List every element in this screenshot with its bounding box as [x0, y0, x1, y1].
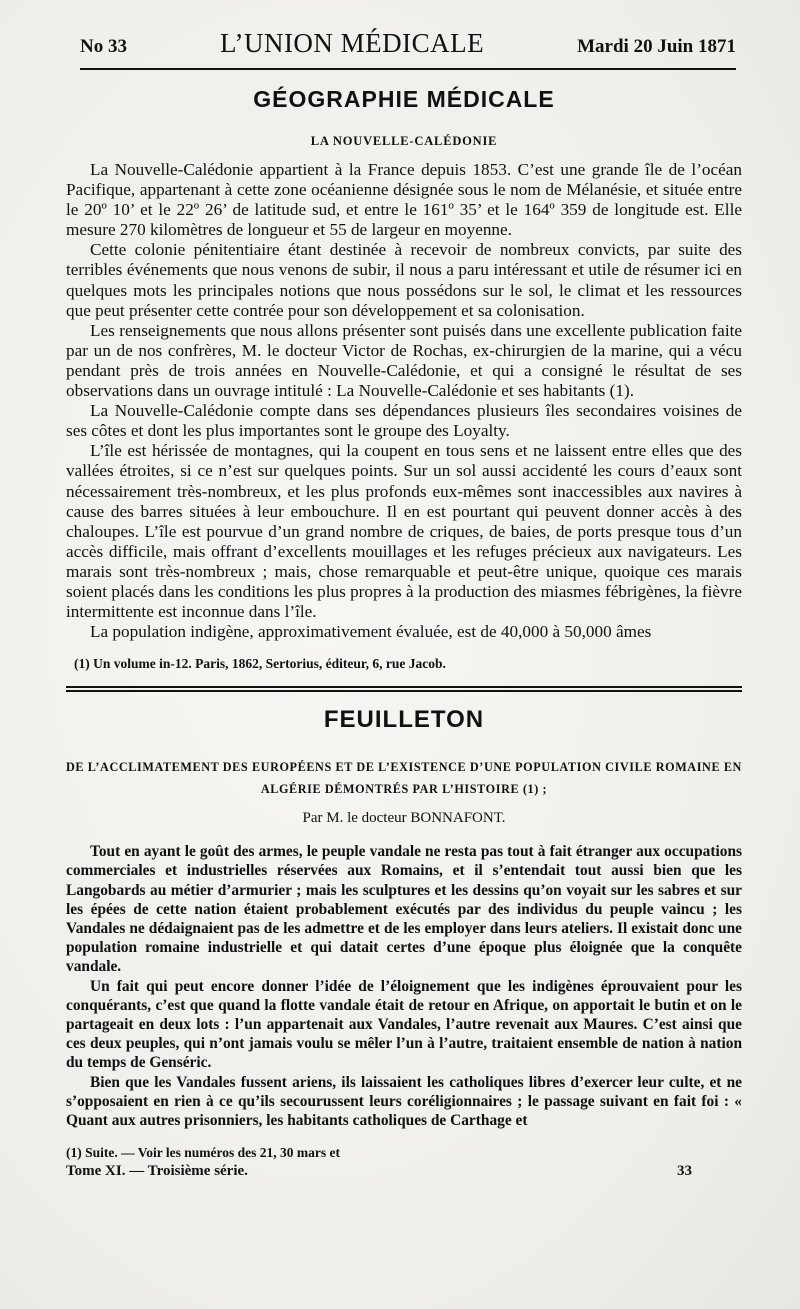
paragraph: L’île est hérissée de montagnes, qui la coupent en tous sens et ne laissent entre elles que des vallées étroites, si ce n’est sur quelques points. Sur un sol aussi accidenté les cours d’eaux sont nécessairement très-nombreux, et les plus profonds eux-mêmes sont inaccessibles aux navires à cause des barres situées à leur embouchure. Il en est pourtant qui peuvent donner accès à des chaloupes. L’île est pourvue d’un grand nombre de criques, de baies, de ports presque tous d’un accès difficile, mais offrant d’excellents mouillages et les refuges précieux aux navigateurs. Les marais sont très-nombreux ; mais, chose remarquable et peut-être unique, quoique ces marais soient placés dans les conditions les plus propres à la production des miasmes fébrigènes, la fièvre intermittente est inconnue dans l’île. [66, 441, 742, 622]
feuilleton-subtitle: DE L’ACCLIMATEMENT DES EUROPÉENS ET DE L’EXISTENCE D’UNE POPULATION CIVILE ROMAINE EN ALGÉRIE DÉMONTRÉS PAR L’HISTOIRE (1) ; [66, 760, 742, 797]
section-divider [66, 686, 742, 692]
paragraph: Un fait qui peut encore donner l’idée de l’éloignement que les indigènes éprouvaient pour les conquérants, c’est que quand la flotte vandale était de retour en Afrique, on apportait le butin et on le partageait en deux lots : l’un appartenait aux Vandales, l’autre revenait aux Maures. C’est ainsi que ces deux peuples, qui n’ont jamais voulu se mêler l’un à l’autre, traitaient ensemble de nation à nation du temps de Genséric. [66, 977, 742, 1072]
page-header [80, 28, 736, 70]
page-footer [66, 1144, 742, 1180]
paragraph: La Nouvelle-Calédonie appartient à la France depuis 1853. C’est une grande île de l’océan Pacifique, appartenant à cette zone océanienne désignée sous le nom de Mélanésie, et située entre le 20º 10’ et le 22º 26’ de latitude sud, et entre le 161º 35’ et le 164º 359 de longitude est. Elle mesure 270 kilomètres de longueur et 55 de largeur en moyenne. [66, 160, 742, 240]
issue-date: Mardi 20 Juin 1871 [577, 36, 736, 57]
footnote: (1) Un volume in-12. Paris, 1862, Sertorius, éditeur, 6, rue Jacob. [74, 656, 446, 672]
page-number: 33 [677, 1163, 692, 1180]
article-body [66, 160, 742, 642]
paragraph: Bien que les Vandales fussent ariens, ils laissaient les catholiques libres d’exercer leur culte, et ne s’opposaient en rien à ce qu’ils secourussent leurs coréligionnaires ; le passage suivant en fait foi : « Quant aux autres prisonniers, les habitants catholiques de Carthage et [66, 1073, 742, 1130]
footer-row [66, 1162, 742, 1180]
feuilleton-author: Par M. le docteur BONNAFONT. [302, 810, 506, 827]
paragraph: Tout en ayant le goût des armes, le peuple vandale ne resta pas tout à fait étranger aux occupations commerciales et industrielles réservées aux Romains, et il s’entendait tout aussi bien que les Langobards au métier d’armurier ; mais les sculptures et les dessins qu’on voyait sur les sabres et sur les épées de cette nation étaient probablement exécutés par des individus du peuple vaincu ; les Vandales ne dédaignaient pas de les admettre et de les employer dans leurs ateliers. Il existait donc une population romaine industrielle et qui datait certes d’une époque plus éloignée que la conquête vandale. [66, 843, 742, 976]
article-subhead: LA NOUVELLE-CALÉDONIE [310, 134, 498, 148]
journal-title: L’UNION MÉDICALE [219, 28, 485, 58]
paragraph: Cette colonie pénitentiaire étant destinée à recevoir de nombreux convicts, par suite des terribles événements que nous venons de subir, il nous a paru intéressant et utile de résumer ici en quelques mots les principales notions que nous possédons sur le sol, le climat et les ressources que peut présenter cette contrée pour son développement et sa colonisation. [66, 240, 742, 320]
section-title: GÉOGRAPHIE MÉDICALE [253, 86, 555, 112]
suite-note: (1) Suite. — Voir les numéros des 21, 30 mars et [66, 1145, 340, 1161]
feuilleton-body [66, 842, 742, 1130]
feuilleton-title: FEUILLETON [323, 706, 485, 734]
paragraph: Les renseignements que nous allons présenter sont puisés dans une excellente publication faite par un de nos confrères, M. le docteur Victor de Rochas, ex-chirurgien de la marine, qui a vécu pendant près de trois années en Nouvelle-Calédonie, et qui a consigné le résultat de ses observations dans un ouvrage intitulé : La Nouvelle-Calédonie et ses habitants (1). [66, 320, 742, 401]
tome-label: Tome XI. — Troisième série. [66, 1163, 248, 1180]
issue-number: No 33 [80, 36, 127, 57]
paragraph: La Nouvelle-Calédonie compte dans ses dépendances plusieurs îles secondaires voisines de ses côtes et dont les plus importantes sont le groupe des Loyalty. [66, 401, 742, 441]
paragraph: La population indigène, approximativement évaluée, est de 40,000 à 50,000 âmes [90, 622, 652, 642]
